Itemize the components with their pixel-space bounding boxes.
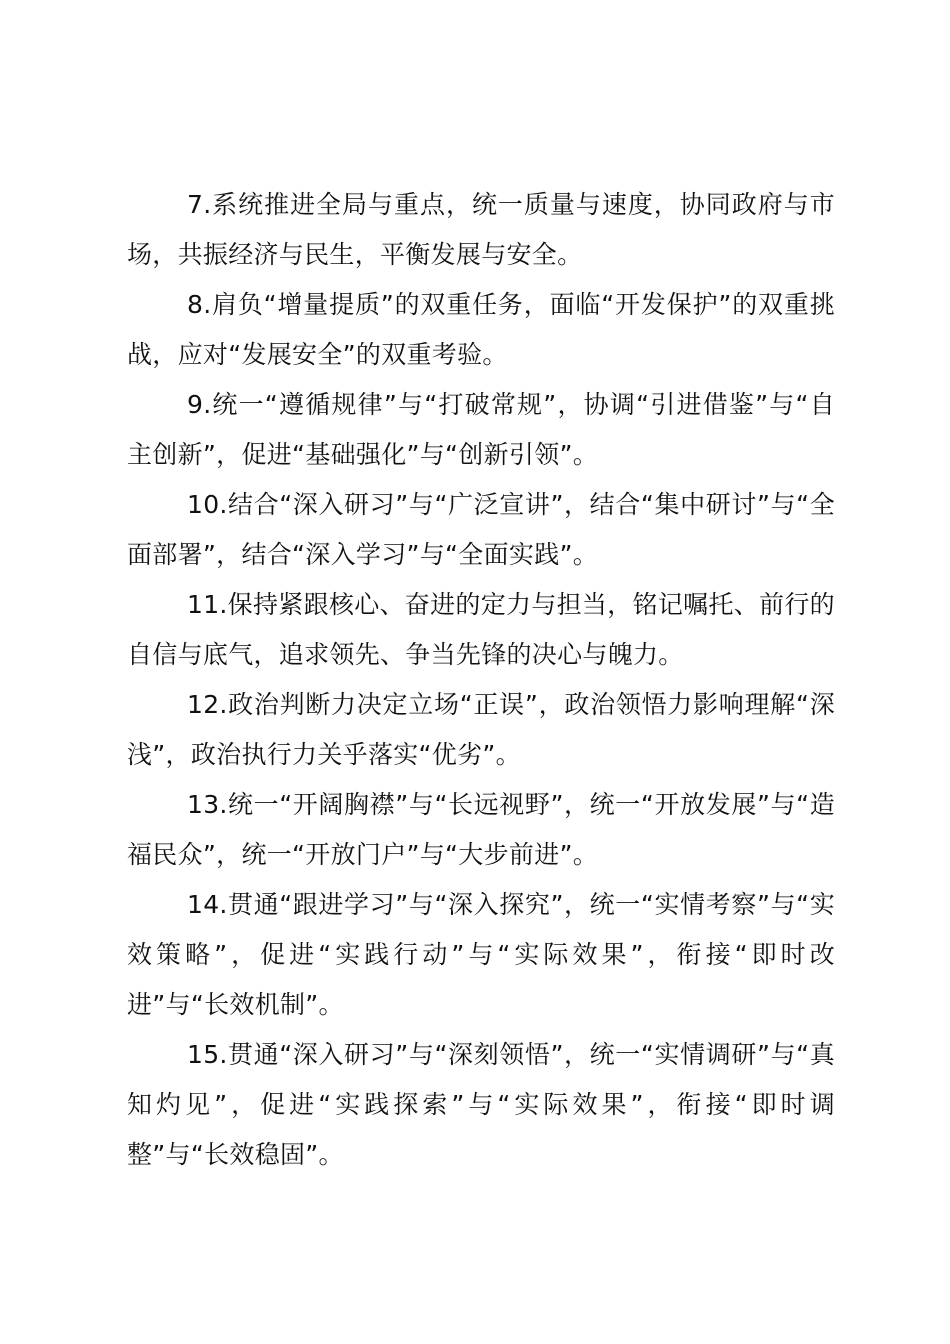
paragraph-11: 11.保持紧跟核心、奋进的定力与担当，铭记嘱托、前行的自信与底气，追求领先、争当先锋的决心与魄力。	[127, 590, 835, 669]
paragraph-7: 7.系统推进全局与重点，统一质量与速度，协同政府与市场，共振经济与民生，平衡发展与安全。	[127, 190, 835, 269]
paragraph-13: 13.统一“开阔胸襟”与“长远视野”，统一“开放发展”与“造福民众”，统一“开放门户”与“大步前进”。	[127, 790, 835, 869]
paragraph-8: 8.肩负“增量提质”的双重任务，面临“开发保护”的双重挑战，应对“发展安全”的双重考验。	[127, 290, 835, 369]
paragraph-12: 12.政治判断力决定立场“正误”，政治领悟力影响理解“深浅”，政治执行力关乎落实“优劣”。	[127, 690, 835, 769]
paragraph-10: 10.结合“深入研习”与“广泛宣讲”，结合“集中研讨”与“全面部署”，结合“深入学习”与“全面实践”。	[127, 490, 835, 569]
paragraph-15: 15.贯通“深入研习”与“深刻领悟”，统一“实情调研”与“真知灼见”，促进“实践探索”与“实际效果”，衔接“即时调整”与“长效稳固”。	[127, 1040, 835, 1169]
paragraph-14: 14.贯通“跟进学习”与“深入探究”，统一“实情考察”与“实效策略”，促进“实践行动”与“实际效果”，衔接“即时改进”与“长效机制”。	[127, 890, 835, 1019]
document-body	[127, 180, 835, 1180]
paragraph-9: 9.统一“遵循规律”与“打破常规”，协调“引进借鉴”与“自主创新”，促进“基础强化”与“创新引领”。	[127, 390, 835, 469]
